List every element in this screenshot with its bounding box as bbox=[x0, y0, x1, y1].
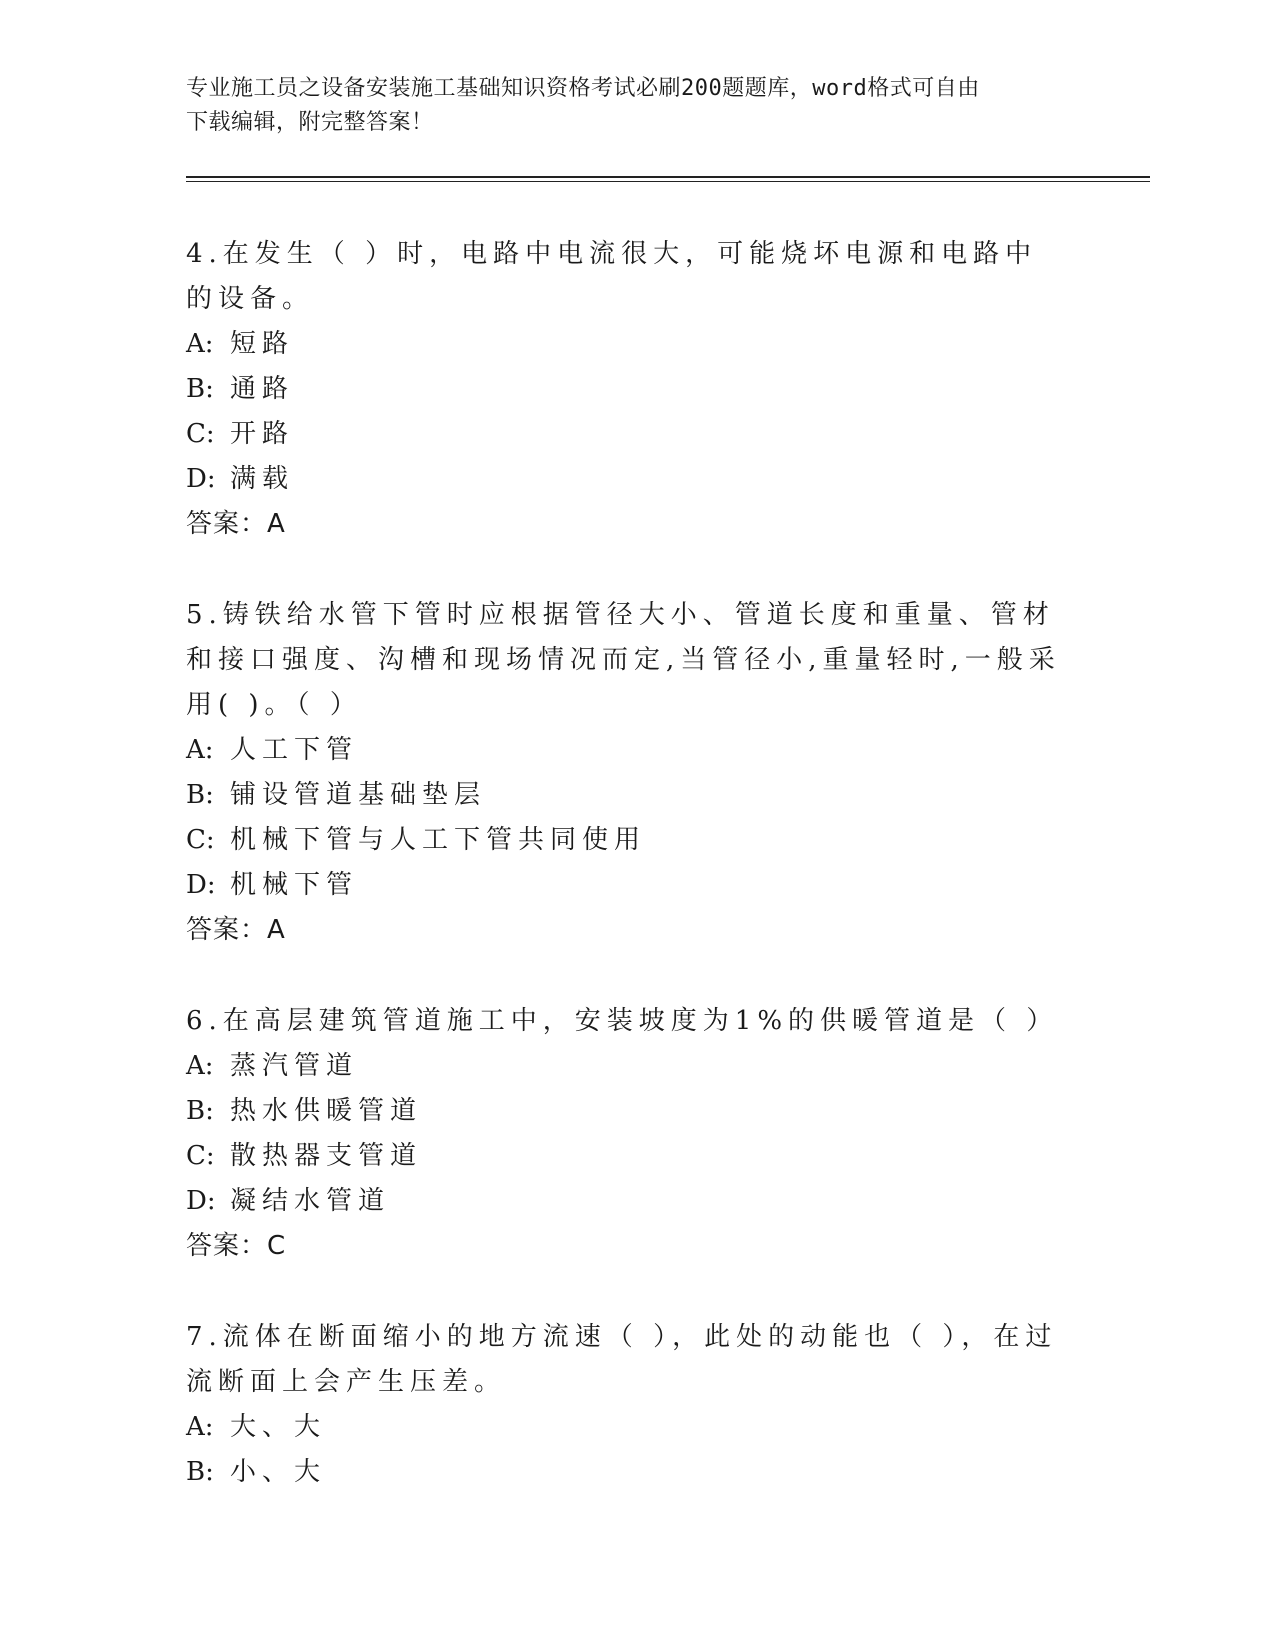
option-key: B: bbox=[186, 1096, 214, 1126]
option-key: B: bbox=[186, 780, 214, 810]
header-line-1: 专业施工员之设备安装施工基础知识资格考试必刷200题题库，word格式可自由 bbox=[186, 76, 980, 101]
option-text: 机械下管 bbox=[230, 870, 359, 900]
header-divider-thick bbox=[186, 176, 1150, 178]
option-text: 铺设管道基础垫层 bbox=[230, 780, 487, 810]
option-b bbox=[186, 367, 1066, 412]
question-4 bbox=[186, 232, 1066, 547]
header-divider-thin bbox=[186, 181, 1150, 182]
option-a bbox=[186, 1044, 1066, 1089]
question-text: 7.流体在断面缩小的地方流速（ ），此处的动能也（ ），在过流断面上会产生压差。 bbox=[186, 1322, 1058, 1397]
answer-line: 答案：A bbox=[186, 915, 286, 945]
option-b bbox=[186, 773, 1066, 818]
option-key: A: bbox=[186, 1412, 214, 1442]
option-b bbox=[186, 1450, 1066, 1495]
option-a bbox=[186, 728, 1066, 773]
option-text: 人工下管 bbox=[230, 735, 359, 765]
option-key: B: bbox=[186, 374, 214, 404]
option-key: D: bbox=[186, 464, 216, 494]
option-text: 散热器支管道 bbox=[230, 1141, 423, 1171]
option-key: B: bbox=[186, 1457, 214, 1487]
answer-line: 答案：A bbox=[186, 509, 286, 539]
option-key: C: bbox=[186, 419, 215, 449]
option-key: C: bbox=[186, 1141, 215, 1171]
option-key: A: bbox=[186, 329, 214, 359]
option-key: D: bbox=[186, 1186, 216, 1216]
option-key: C: bbox=[186, 825, 215, 855]
document-header bbox=[186, 72, 1066, 140]
option-a bbox=[186, 1405, 1066, 1450]
option-d bbox=[186, 863, 1066, 908]
option-key: A: bbox=[186, 1051, 214, 1081]
question-text: 4.在发生（ ）时，电路中电流很大，可能烧坏电源和电路中的设备。 bbox=[186, 239, 1038, 314]
option-text: 短路 bbox=[230, 329, 295, 359]
question-5 bbox=[186, 593, 1066, 953]
header-line-2: 下载编辑，附完整答案！ bbox=[186, 110, 434, 135]
option-text: 大、大 bbox=[230, 1412, 327, 1442]
option-key: D: bbox=[186, 870, 216, 900]
option-text: 小、大 bbox=[230, 1457, 327, 1487]
question-text: 5.铸铁给水管下管时应根据管径大小、管道长度和重量、管材和接口强度、沟槽和现场情况而定,当管径小,重量轻时,一般采用( )。（ ） bbox=[186, 600, 1061, 720]
question-list bbox=[186, 232, 1066, 1541]
option-text: 蒸汽管道 bbox=[230, 1051, 359, 1081]
option-c bbox=[186, 818, 1066, 863]
option-text: 满载 bbox=[230, 464, 295, 494]
option-text: 开路 bbox=[230, 419, 295, 449]
option-b bbox=[186, 1089, 1066, 1134]
option-key: A: bbox=[186, 735, 214, 765]
option-text: 机械下管与人工下管共同使用 bbox=[230, 825, 647, 855]
option-text: 凝结水管道 bbox=[230, 1186, 391, 1216]
option-d bbox=[186, 457, 1066, 502]
option-c bbox=[186, 1134, 1066, 1179]
question-7 bbox=[186, 1315, 1066, 1495]
option-c bbox=[186, 412, 1066, 457]
option-text: 热水供暖管道 bbox=[230, 1096, 423, 1126]
answer-line: 答案：C bbox=[186, 1231, 287, 1261]
option-a bbox=[186, 322, 1066, 367]
question-text: 6.在高层建筑管道施工中，安装坡度为1%的供暖管道是（ ） bbox=[186, 1006, 1059, 1036]
option-text: 通路 bbox=[230, 374, 295, 404]
question-6 bbox=[186, 999, 1066, 1269]
option-d bbox=[186, 1179, 1066, 1224]
